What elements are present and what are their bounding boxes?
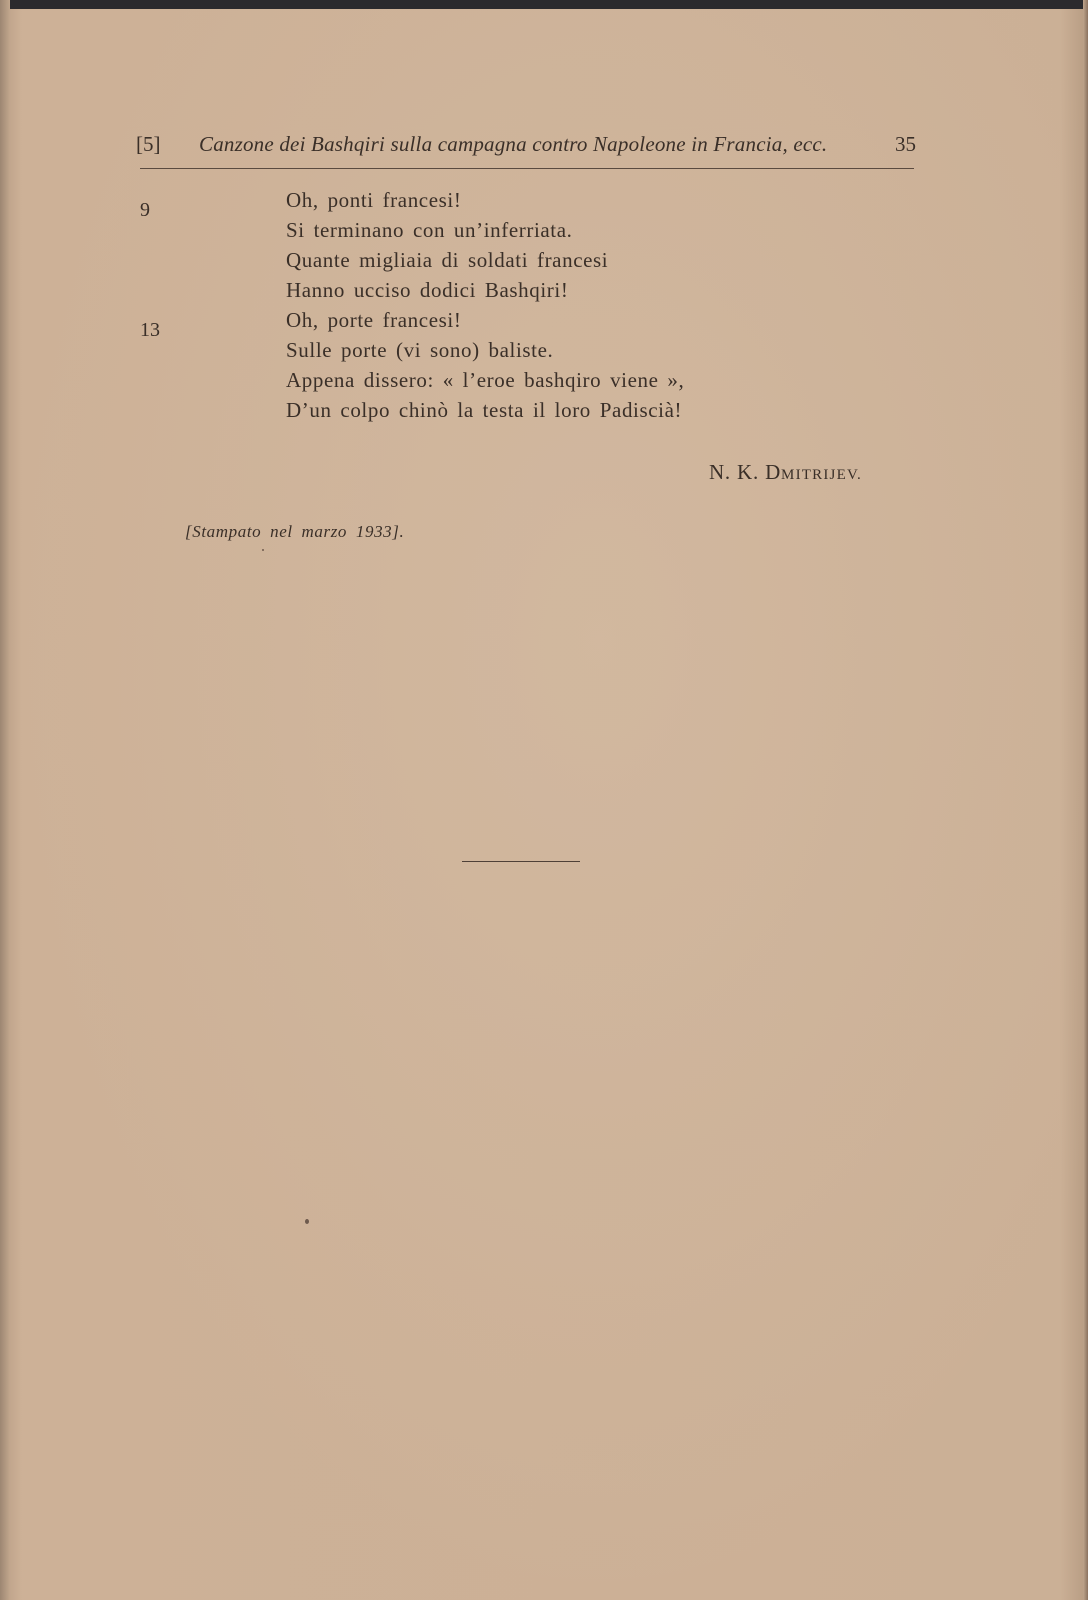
running-head-rule <box>140 168 914 169</box>
verse-line: Oh, ponti francesi! <box>286 188 462 212</box>
verse-line: Hanno ucciso dodici Bashqiri! <box>286 278 569 302</box>
verse-line: Quante migliaia di soldati francesi <box>286 248 609 272</box>
scan-right-edge <box>1083 0 1088 1600</box>
page-number: 35 <box>895 132 916 156</box>
verse-line: D’un colpo chinò la testa il loro Padiscià! <box>286 398 683 422</box>
verse-line-number: 13 <box>140 319 160 341</box>
verse-line-number: 9 <box>140 199 150 221</box>
author-signature <box>709 460 862 485</box>
print-date-note: [Stampato nel marzo 1933]. <box>185 522 405 541</box>
signature-surname: MITRIJEV. <box>781 467 862 483</box>
verse-line: Sulle porte (vi sono) baliste. <box>286 338 554 362</box>
paper-speck <box>262 549 264 551</box>
running-head-title: Canzone dei Bashqiri sulla campagna contro Napoleone in Francia, ecc. <box>199 132 828 156</box>
signature-initials: N. K. D <box>708 460 782 484</box>
running-head <box>136 130 916 162</box>
end-rule <box>462 861 580 862</box>
verse-line: Si terminano con un’inferriata. <box>286 218 573 242</box>
verse-line: Oh, porte francesi! <box>286 308 462 332</box>
section-number: [5] <box>136 132 161 156</box>
verse-line: Appena dissero: « l’eroe bashqiro viene », <box>286 368 685 392</box>
scan-left-edge <box>0 0 10 1600</box>
paper-speck <box>305 1219 309 1224</box>
scan-top-edge <box>0 0 1088 9</box>
